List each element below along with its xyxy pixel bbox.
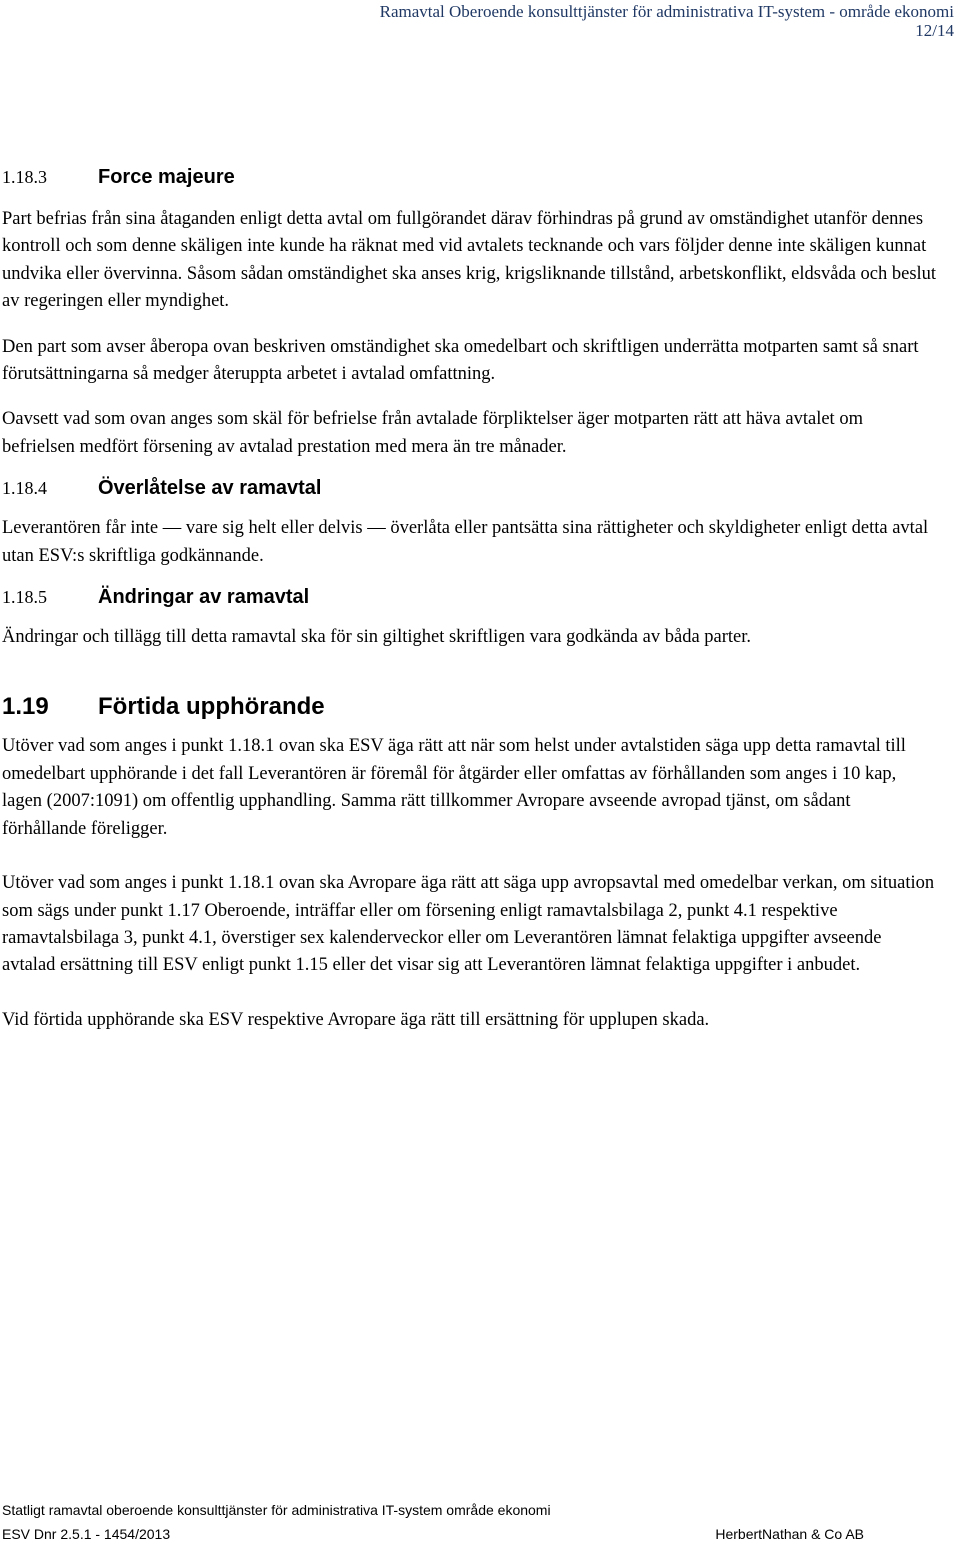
paragraph: Ändringar och tillägg till detta ramavtal ska för sin giltighet skriftligen vara godkända av båda parter.: [2, 627, 752, 648]
section-title: Förtida upphörande: [98, 693, 325, 721]
section-number: 1.19: [2, 693, 49, 721]
paragraph: Utöver vad som anges i punkt 1.18.1 ovan ska ESV äga rätt att när som helst under avtalstiden säga upp detta ramavtal till omedelbart upphörande i det fall Leverantören är föremål för åtgärder eller omfattas av förhållanden som anges i 10 kap, lagen (2007:1091) om offentlig upphandling. Samma rätt tillkommer Avropare avseende avropad tjänst, om sådant förhållande föreligger.: [2, 736, 906, 839]
section-heading-1-19: [2, 693, 937, 723]
section-title: Force majeure: [98, 166, 235, 188]
footer-company: HerbertNathan & Co AB: [715, 1526, 864, 1542]
section-number: 1.18.3: [2, 167, 47, 187]
paragraph: Part befrias från sina åtaganden enligt detta avtal om fullgörandet därav förhindras på grund av omständighet utanför dennes kontroll och som denne skäligen inte kunde ha räknat med vid avtalets tecknande och vars följder denne inte skäligen kunnat undvika eller övervinna. Såsom sådan omständighet ska anses krig, krigsliknande tillstånd, arbetskonflikt, eldsvåda och beslut av regeringen eller myndighet.: [2, 209, 937, 312]
section-heading-1-18-5: [2, 586, 937, 616]
paragraph: Leverantören får inte — vare sig helt eller delvis — överlåta eller pantsätta sina rättigheter och skyldigheter enligt detta avtal utan ESV:s skriftliga godkännande.: [2, 518, 929, 566]
section-title: Ändringar av ramavtal: [98, 586, 310, 609]
paragraph: Oavsett vad som ovan anges som skäl för befrielse från avtalade förpliktelser äger motparten rätt att häva avtalet om befrielsen medfört försening av avtalad prestation med mera än tre månader.: [2, 409, 863, 457]
section-title: Överlåtelse av ramavtal: [98, 477, 322, 500]
footer-meta: [2, 1526, 864, 1542]
section-number: 1.18.5: [2, 587, 47, 608]
paragraph: Vid förtida upphörande ska ESV respektive Avropare äga rätt till ersättning för upplupen skada.: [2, 1009, 710, 1030]
page-number: 12/14: [915, 21, 954, 40]
running-header-title: Ramavtal Oberoende konsulttjänster för administrativa IT-system - område ekonomi: [379, 2, 954, 21]
paragraph: Den part som avser åberopa ovan beskriven omständighet ska omedelbart och skriftligen underrätta motparten samt så snart förutsättningarna så medger återuppta arbetet i avtalad omfattning.: [2, 336, 919, 385]
section-heading-1-18-4: [2, 477, 937, 507]
section-heading-1-18-3: [2, 166, 937, 196]
paragraph: Utöver vad som anges i punkt 1.18.1 ovan ska Avropare äga rätt att säga upp avropsavtal med omedelbar verkan, om situation som sägs under punkt 1.17 Oberoende, inträffar eller om försening enligt ramavtalsbilaga 2, punkt 4.1 respektive ramavtalsbilaga 3, punkt 4.1, överstiger sex kalenderveckor eller om Leverantören lämnat felaktiga uppgifter avseende avtalad ersättning till ESV enligt punkt 1.15 eller det visar sig att Leverantören lämnat felaktiga uppgifter i anbudet.: [2, 873, 935, 976]
footer-title: Statligt ramavtal oberoende konsulttjänster för administrativa IT-system område ekonomi: [2, 1502, 551, 1518]
document-body: [2, 166, 937, 1034]
footer-dnr: ESV Dnr 2.5.1 - 1454/2013: [2, 1526, 171, 1542]
section-number: 1.18.4: [2, 478, 47, 499]
